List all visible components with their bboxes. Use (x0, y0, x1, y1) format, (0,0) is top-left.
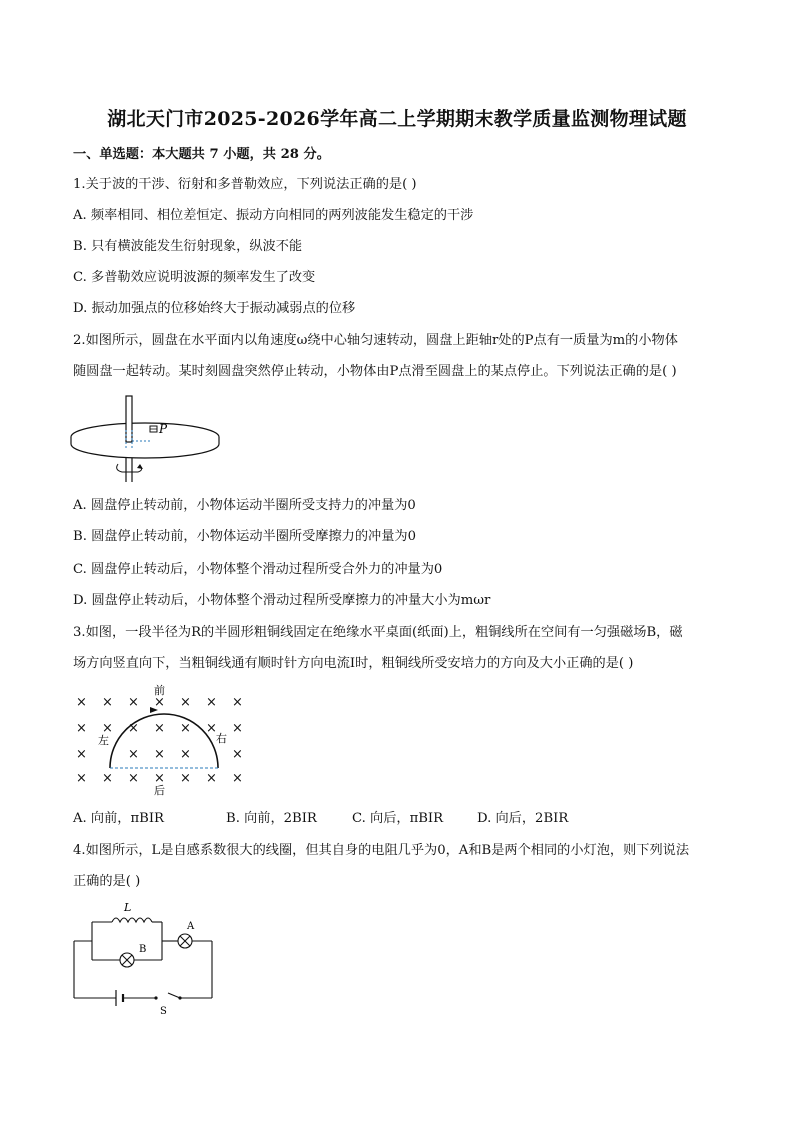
q2-option-a: A. 圆盘停止转动前，小物体运动半圈所受支持力的冲量为0 (73, 498, 416, 513)
section-heading: 一、单选题：本大题共 7 小题，共 28 分。 (73, 147, 330, 162)
svg-text:×: × (128, 747, 139, 762)
svg-text:×: × (232, 747, 243, 762)
q3-options (73, 810, 568, 828)
page-title: 湖北天门市2025-2026学年高二上学期期末教学质量监测物理试题 (107, 108, 687, 130)
q1-option-b: B. 只有横波能发生衍射现象，纵波不能 (73, 239, 303, 254)
rotation-arrowhead (137, 464, 143, 469)
q2-stem-line1: 2.如图所示，圆盘在水平面内以角速度ω绕中心轴匀速转动，圆盘上距轴r处的P点有一质量为m的小物体 (73, 333, 678, 348)
q3-stem-line2: 场方向竖直向下，当粗铜线通有顺时针方向电流I时，粗铜线所受安培力的方向及大小正确的是( ) (73, 656, 634, 671)
svg-text:×: × (232, 695, 243, 710)
svg-text:×: × (154, 747, 165, 762)
inductor-coil (112, 918, 152, 922)
svg-text:×: × (76, 695, 87, 710)
svg-text:×: × (128, 771, 139, 786)
svg-text:×: × (102, 771, 113, 786)
svg-text:×: × (206, 771, 217, 786)
svg-text:×: × (102, 721, 113, 736)
label-switch-s: S (160, 1006, 167, 1016)
disk-edge (71, 437, 219, 458)
q3-option-b: B. 向前，2BIR (226, 811, 317, 826)
svg-text:×: × (128, 695, 139, 710)
label-lamp-a: A (187, 921, 195, 932)
q4-stem-line1: 4.如图所示，L是自感系数很大的线圈，但其自身的电阻几乎为0，A和B是两个相同的小灯泡，则下列说法 (73, 843, 690, 858)
svg-text:×: × (206, 695, 217, 710)
circuit-figure (66, 898, 226, 1016)
label-front: 前 (154, 684, 165, 697)
q2-stem-line2: 随圆盘一起转动。某时刻圆盘突然停止转动，小物体由P点滑至圆盘上的某点停止。下列说法正确的是( ) (73, 364, 677, 379)
q4-stem-line2: 正确的是( ) (73, 874, 141, 889)
q3-option-d: D. 向后，2BIR (477, 811, 569, 826)
label-left: 左 (98, 734, 109, 747)
svg-text:×: × (154, 695, 165, 710)
label-inductor-l: L (124, 901, 132, 914)
svg-text:×: × (76, 747, 87, 762)
q3-option-c: C. 向后，πBIR (352, 811, 444, 826)
label-right: 右 (216, 732, 227, 745)
svg-text:×: × (180, 721, 191, 736)
svg-text:×: × (206, 721, 217, 736)
label-back: 后 (154, 784, 165, 797)
svg-text:×: × (76, 721, 87, 736)
svg-text:×: × (180, 747, 191, 762)
rotating-disk-figure (66, 392, 226, 488)
q2-option-b: B. 圆盘停止转动前，小物体运动半圈所受摩擦力的冲量为0 (73, 529, 416, 544)
svg-text:×: × (154, 771, 165, 786)
svg-text:×: × (102, 695, 113, 710)
svg-text:×: × (128, 721, 139, 736)
switch-s (168, 993, 180, 998)
q2-option-d: D. 圆盘停止转动后，小物体整个滑动过程所受摩擦力的冲量大小为mωr (73, 593, 491, 608)
svg-text:×: × (154, 721, 165, 736)
q2-option-c: C. 圆盘停止转动后，小物体整个滑动过程所受合外力的冲量为0 (73, 562, 443, 577)
q1-stem: 1.关于波的干涉、衍射和多普勒效应，下列说法正确的是( ) (73, 177, 417, 192)
svg-text:×: × (232, 721, 243, 736)
svg-text:×: × (180, 771, 191, 786)
q3-option-a: A. 向前，πBIR (73, 811, 164, 826)
q1-option-c: C. 多普勒效应说明波源的频率发生了改变 (73, 270, 316, 285)
label-lamp-b: B (139, 944, 147, 955)
svg-text:×: × (180, 695, 191, 710)
axle-upper (126, 396, 132, 442)
q1-option-a: A. 频率相同、相位差恒定、振动方向相同的两列波能发生稳定的干涉 (73, 208, 474, 223)
svg-text:×: × (76, 771, 87, 786)
point-p-label: P (159, 422, 168, 436)
svg-text:×: × (232, 771, 243, 786)
q3-stem-line1: 3.如图，一段半径为R的半圆形粗铜线固定在绝缘水平桌面(纸面)上，粗铜线所在空间有一匀强磁场B，磁 (73, 625, 683, 640)
q1-option-d: D. 振动加强点的位移始终大于振动减弱点的位移 (73, 301, 356, 316)
magnetic-field-figure (70, 682, 250, 798)
